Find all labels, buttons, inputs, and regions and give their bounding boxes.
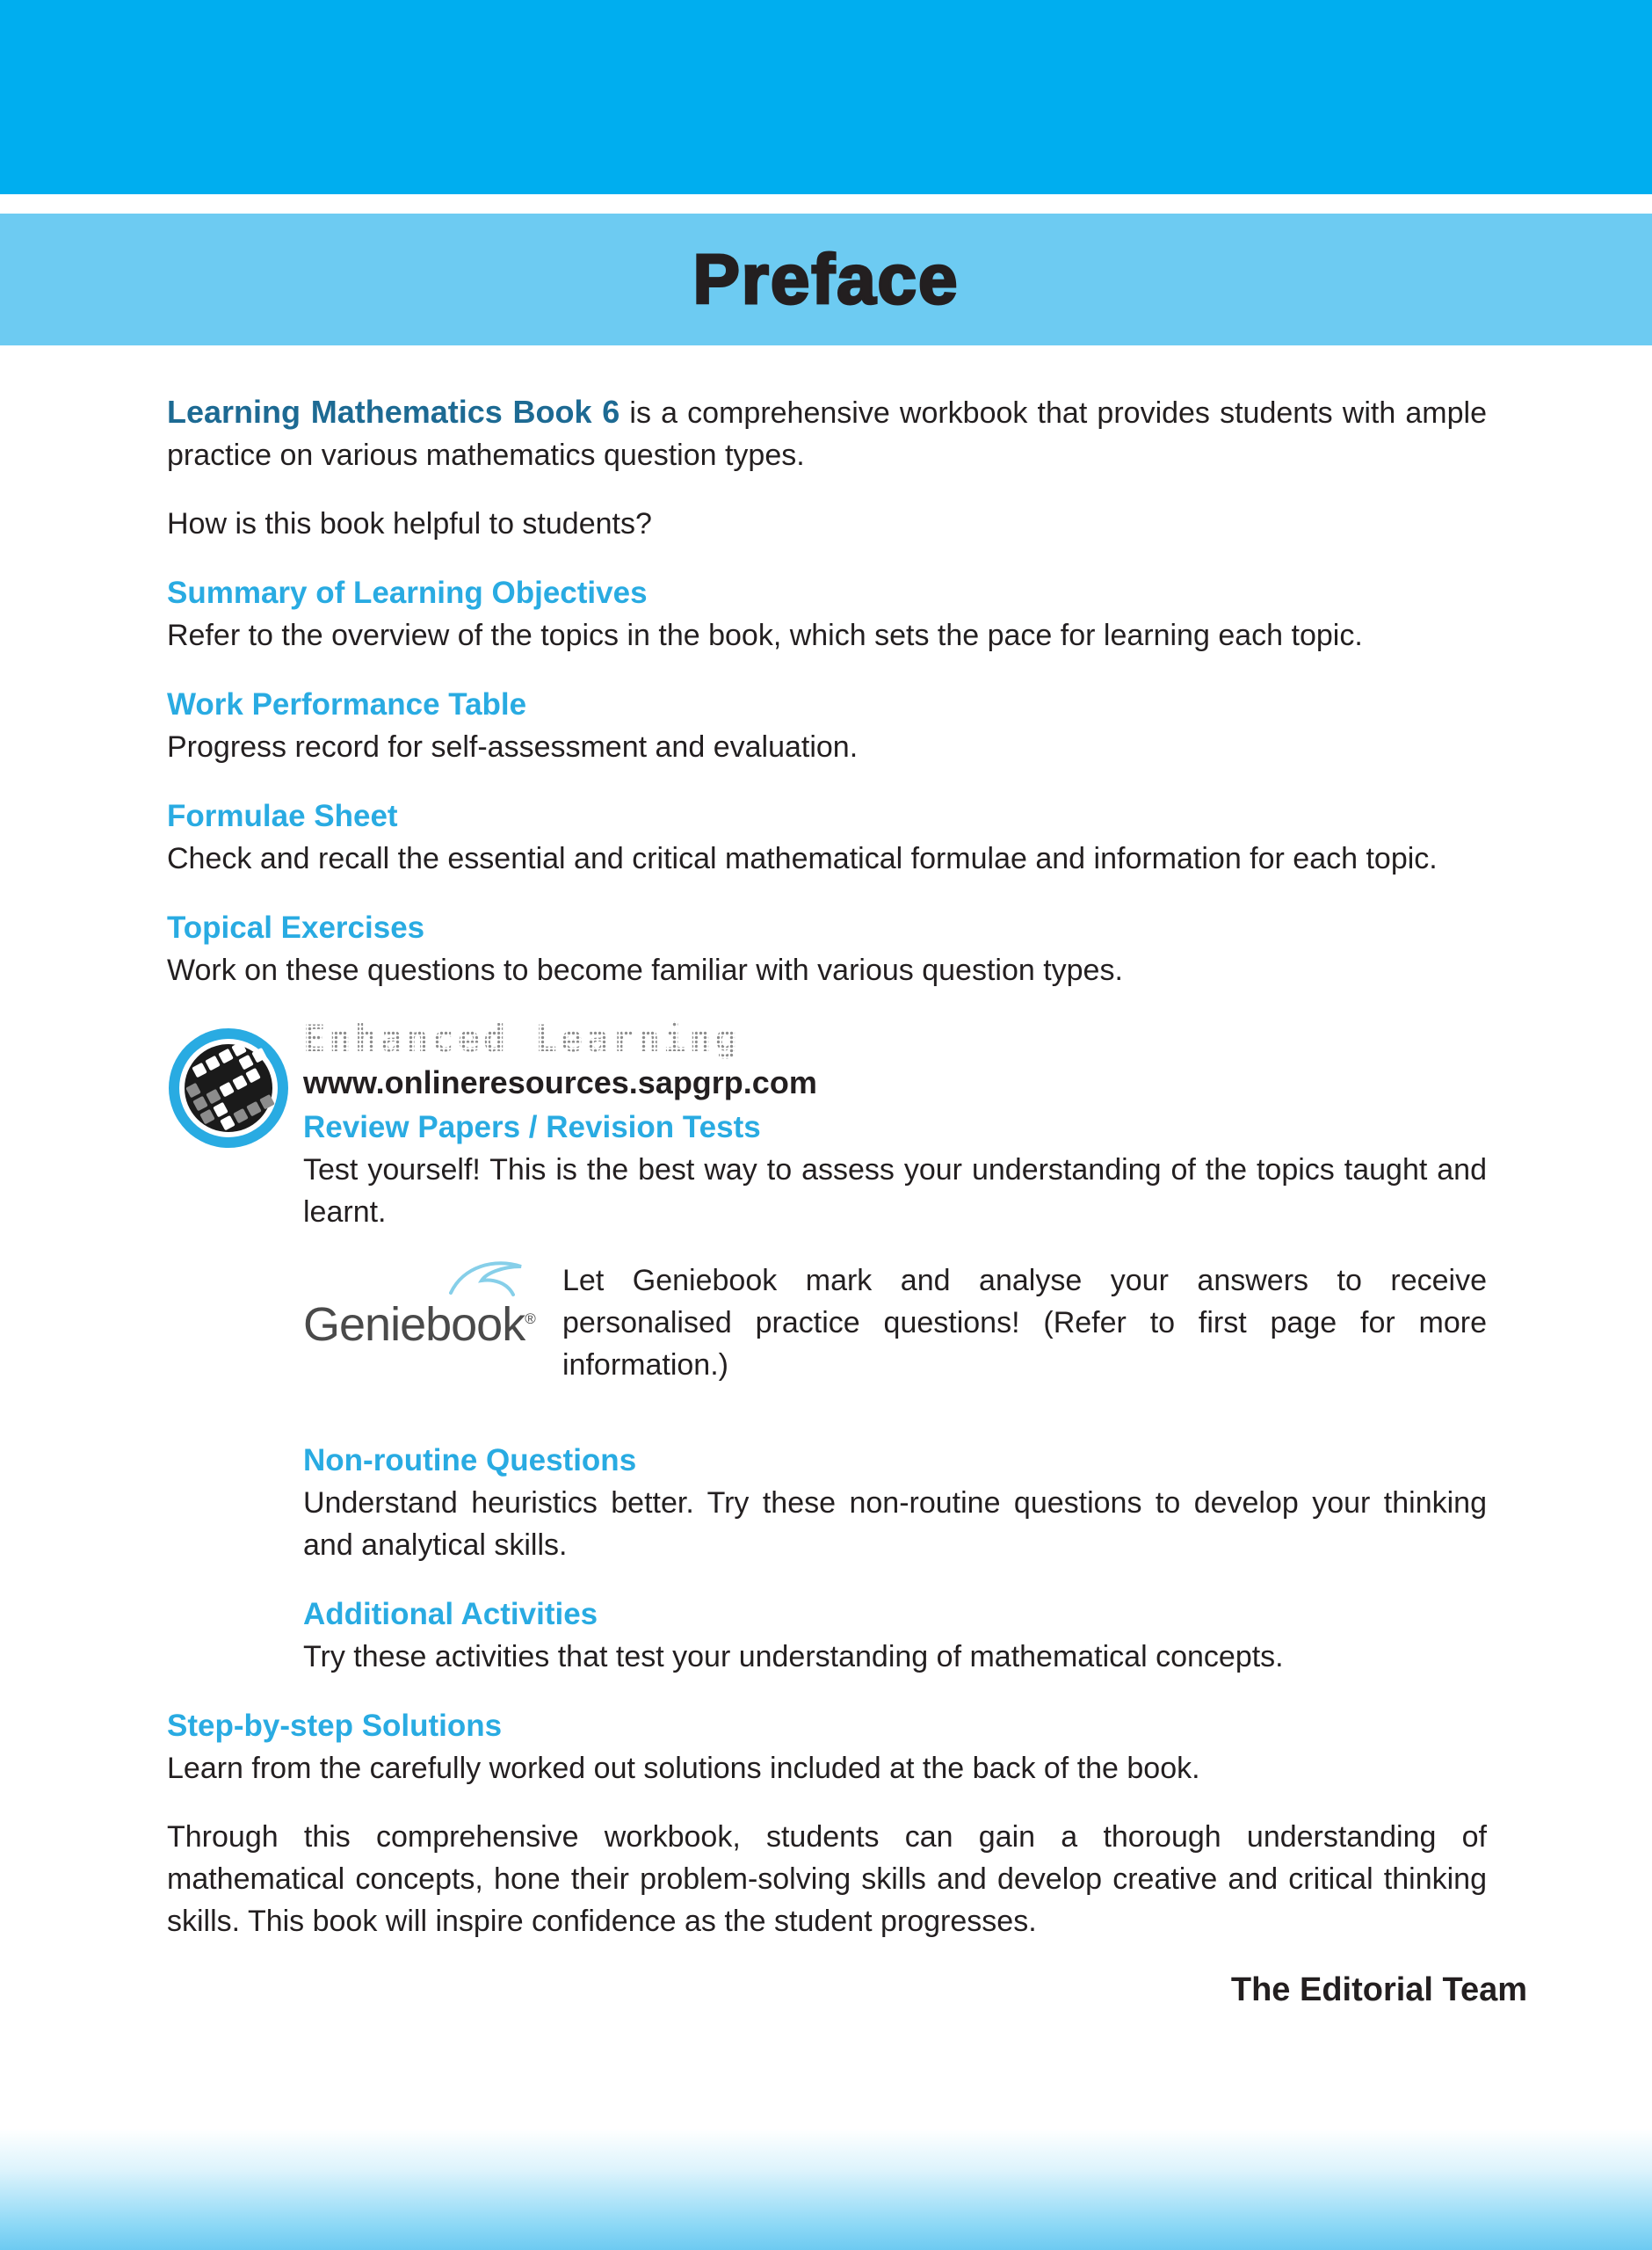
title-band	[0, 214, 1652, 345]
section-heading: Topical Exercises	[167, 911, 425, 945]
preface-body	[0, 345, 1652, 1942]
geniebook-description: Let Geniebook mark and analyse your answers to receive personalised practice questions! (Refer to first page for more information.)	[562, 1264, 1487, 1382]
geniebook-wordmark: Geniebook®	[303, 1298, 535, 1351]
page-title: Preface	[692, 240, 960, 318]
book-title-lead: Learning Mathematics Book 6	[167, 394, 620, 430]
section-body: Understand heuristics better. Try these non-routine questions to develop your thinking and analytical skills.	[303, 1486, 1487, 1562]
enhanced-learning-block	[167, 1018, 1487, 1704]
geniebook-logo	[303, 1259, 562, 1412]
section-heading: Additional Activities	[303, 1597, 598, 1631]
section-additional-activities	[303, 1593, 1487, 1678]
intro-text: is a comprehensive workbook that provides students with ample practice on various mathematics question types.	[167, 396, 1487, 472]
section-body: Check and recall the essential and critical mathematical formulae and information for each topic.	[167, 842, 1438, 875]
section-formulae-sheet	[167, 795, 1487, 880]
section-review-papers	[303, 1106, 1487, 1233]
section-work-performance-table	[167, 683, 1487, 768]
section-heading: Non-routine Questions	[303, 1443, 637, 1477]
section-step-by-step-solutions	[167, 1704, 1487, 1789]
section-body: Refer to the overview of the topics in the book, which sets the pace for learning each topic.	[167, 619, 1363, 652]
section-summary-of-learning-objectives	[167, 571, 1487, 657]
genie-smoke-swirl-icon	[444, 1256, 528, 1311]
top-color-band	[0, 0, 1652, 194]
section-heading: Step-by-step Solutions	[167, 1709, 503, 1743]
section-body: Learn from the carefully worked out solutions included at the back of the book.	[167, 1752, 1200, 1785]
enhanced-learning-title: Enhanced Learning	[303, 1018, 1487, 1060]
closing-paragraph: Through this comprehensive workbook, students can gain a thorough understanding of mathematical concepts, hone their problem-solving skills and develop creative and critical thinking skills. This book will inspire confidence as the student progresses.	[167, 1820, 1487, 1938]
registered-trademark-symbol: ®	[525, 1310, 535, 1327]
section-heading: Work Performance Table	[167, 687, 527, 722]
enhanced-learning-logo	[167, 1018, 303, 1704]
intro-question: How is this book helpful to students?	[167, 507, 652, 541]
online-resources-url: www.onlineresources.sapgrp.com	[303, 1064, 817, 1100]
section-body: Test yourself! This is the best way to assess your understanding of the topics taught and learnt.	[303, 1153, 1487, 1229]
section-heading: Review Papers / Revision Tests	[303, 1110, 761, 1144]
section-body: Try these activities that test your understanding of mathematical concepts.	[303, 1640, 1284, 1673]
intro-paragraph	[167, 391, 1487, 476]
section-topical-exercises	[167, 906, 1487, 991]
section-heading: Formulae Sheet	[167, 799, 398, 833]
enhanced-learning-content	[303, 1018, 1487, 1704]
bottom-gradient-band	[0, 2129, 1652, 2250]
pixel-e-badge-icon	[167, 1027, 290, 1150]
band-divider	[0, 194, 1652, 214]
geniebook-block	[303, 1259, 1487, 1412]
section-body: Work on these questions to become familiar with various question types.	[167, 954, 1123, 987]
section-body: Progress record for self-assessment and evaluation.	[167, 730, 859, 764]
section-heading: Summary of Learning Objectives	[167, 576, 648, 610]
editorial-team-signature: The Editorial Team	[1230, 1971, 1527, 2008]
section-non-routine-questions	[303, 1439, 1487, 1566]
